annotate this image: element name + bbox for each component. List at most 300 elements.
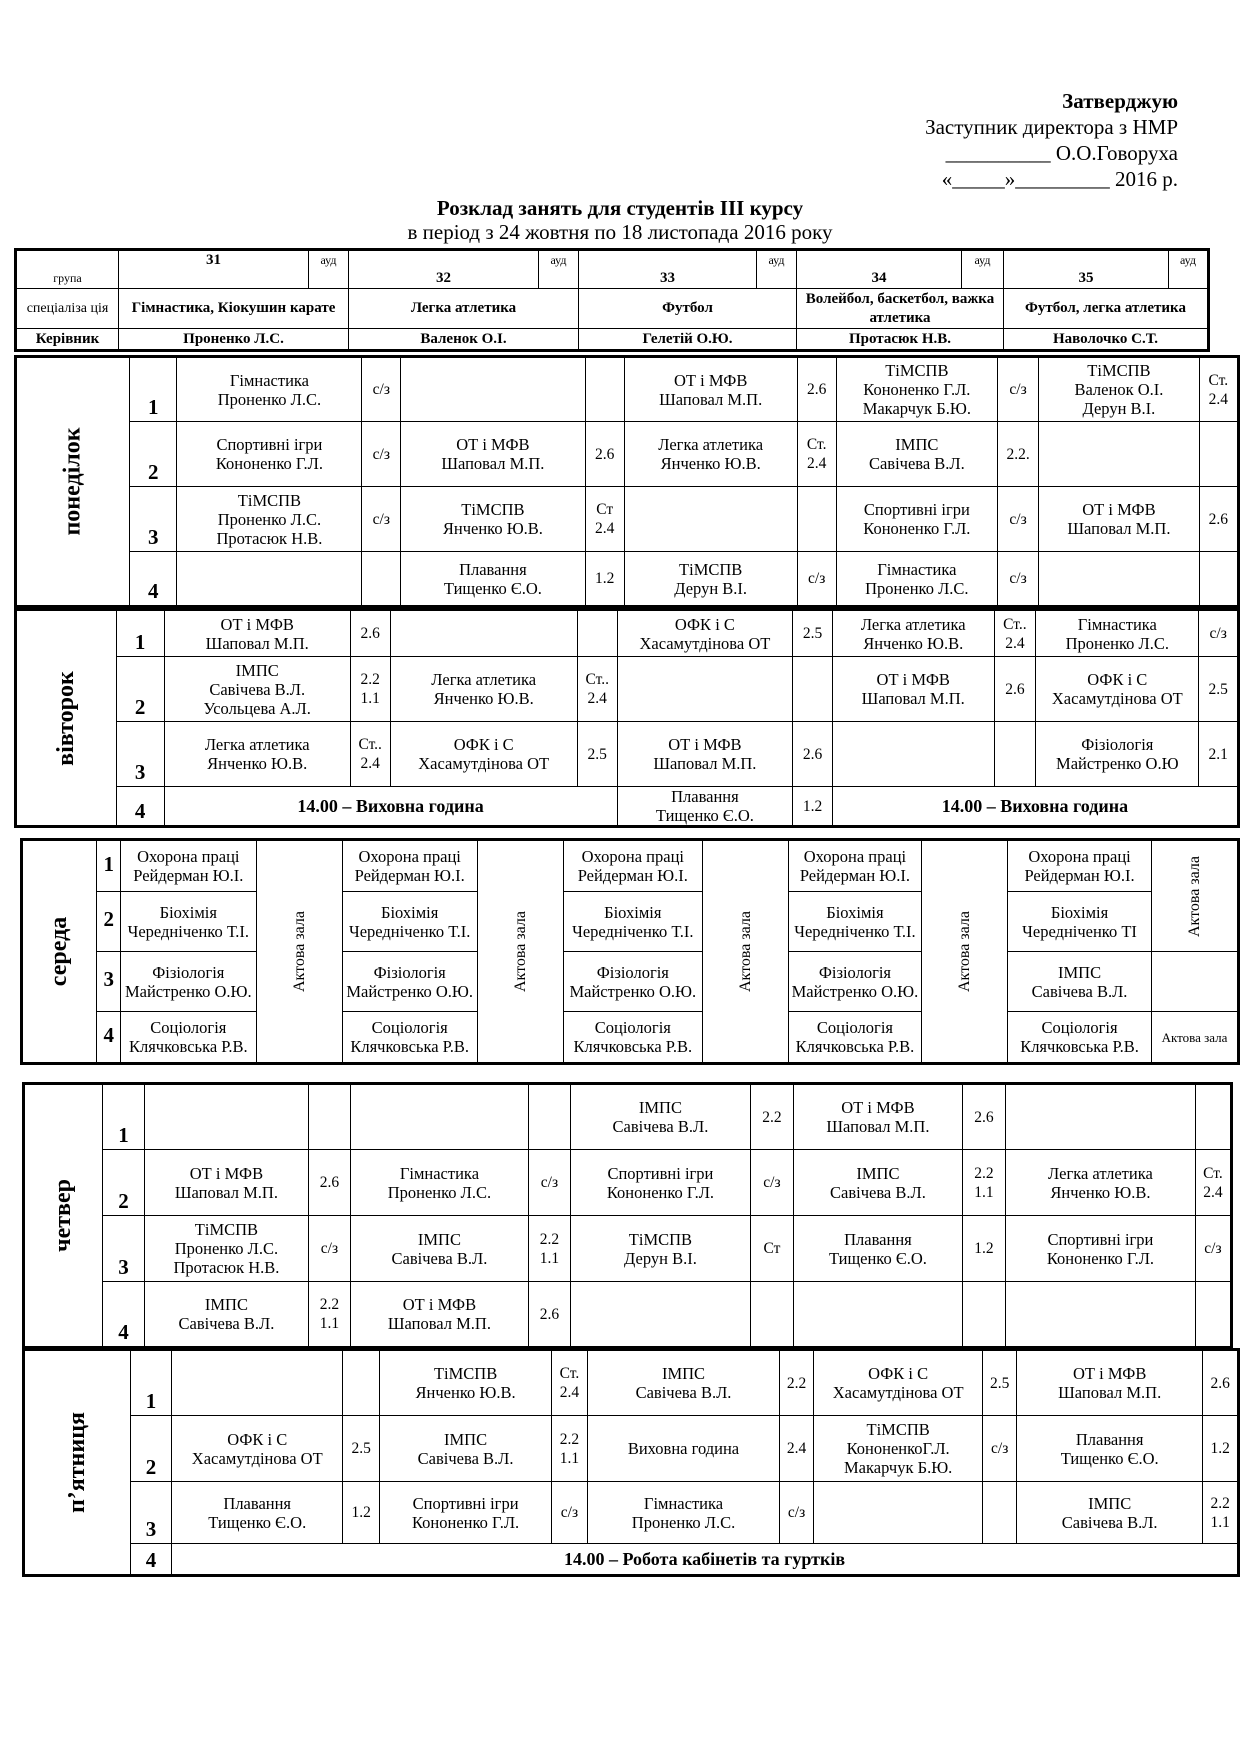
room-cell: 2.6 <box>528 1282 570 1348</box>
tuesday-block <box>14 608 1240 828</box>
lesson-cell <box>1005 1216 1195 1282</box>
lesson-line: Чередніченко Т.І. <box>127 921 249 941</box>
doc-title: Розклад занять для студентів ІІІ курсу <box>436 196 804 220</box>
lesson-line: Усольцева А.Л. <box>203 698 311 718</box>
lesson-row <box>22 1012 1239 1064</box>
day-name: п’ятниця <box>64 1411 91 1514</box>
lesson-cell <box>788 892 921 952</box>
lesson-cell <box>1036 722 1199 787</box>
lesson-cell <box>788 952 921 1012</box>
lesson-line: Гімнастика <box>643 1493 724 1513</box>
lesson-line: Фізіологія <box>596 962 669 982</box>
room-cell: 1.2 <box>962 1216 1005 1282</box>
lesson-line: Савічева В.Л. <box>830 1182 926 1202</box>
room-cell: 2.2 1.1 <box>528 1216 570 1282</box>
lesson-cell <box>1039 552 1199 607</box>
lesson-number: 1 <box>102 1084 144 1150</box>
room-label: ауд <box>309 250 349 289</box>
room-cell: 2.6 <box>1203 1350 1239 1416</box>
room-cell: 2.5 <box>343 1416 380 1482</box>
room-cell: 2.1 <box>1199 722 1239 787</box>
room-cell <box>528 1084 570 1150</box>
lesson-line: Шаповал М.П. <box>653 754 757 773</box>
lesson-number: 2 <box>102 1150 144 1216</box>
lesson-line: ІМПС <box>856 1163 900 1183</box>
lesson-line: ОТ і МФВ <box>220 614 294 634</box>
room-cell <box>983 1482 1017 1544</box>
leader-label: Керівник <box>16 329 119 351</box>
lesson-line: Соціологія <box>150 1018 227 1037</box>
room-cell <box>1195 1084 1231 1150</box>
lesson-row <box>24 1350 1239 1416</box>
lesson-row <box>24 1544 1239 1576</box>
room-cell: 2.5 <box>983 1350 1017 1416</box>
lesson-cell <box>836 357 997 422</box>
lesson-line: Чередніченко ТІ <box>1022 921 1137 941</box>
lesson-number: 1 <box>116 610 164 657</box>
lesson-cell <box>1036 657 1199 722</box>
lesson-row <box>22 892 1239 952</box>
lesson-line: Шаповал М.П. <box>174 1182 278 1202</box>
approval-signature: __________ О.О.Говоруха <box>945 141 1178 165</box>
lesson-cell <box>172 1416 343 1482</box>
lesson-cell <box>1017 1482 1203 1544</box>
day-label <box>16 357 130 607</box>
room-cell <box>750 1282 793 1348</box>
lesson-cell <box>813 1482 983 1544</box>
lesson-row <box>16 552 1239 607</box>
lesson-cell <box>570 1150 750 1216</box>
room-cell: Ст.. 2.4 <box>994 610 1036 657</box>
leader-32: Валенок О.І. <box>349 329 579 351</box>
lesson-cell <box>350 1216 528 1282</box>
lesson-row <box>16 487 1239 552</box>
lesson-cell <box>1008 952 1152 1012</box>
event-cell: 14.00 – Виховна година <box>832 787 1238 827</box>
lesson-number: 3 <box>130 487 177 552</box>
lesson-line: Майстренко О.Ю. <box>124 981 252 1001</box>
lesson-cell <box>1039 422 1199 487</box>
lesson-row <box>16 357 1239 422</box>
lesson-line: Рейдерман Ю.І. <box>799 866 910 885</box>
room-cell: 2.2 1.1 <box>962 1150 1005 1216</box>
lesson-cell <box>793 1150 962 1216</box>
lesson-line: Шаповал М.П. <box>441 454 545 473</box>
room-cell: Ст. 2.4 <box>1195 1150 1231 1216</box>
spec-31: Гімнастика, Кіокушин карате <box>119 289 349 329</box>
lesson-cell <box>832 610 994 657</box>
room-cell <box>797 487 836 552</box>
lesson-cell <box>624 357 797 422</box>
day-label <box>22 840 97 1064</box>
lesson-line: Фізіологія <box>152 962 225 982</box>
hall-cell <box>702 840 788 1064</box>
lesson-cell <box>177 357 362 422</box>
room-label: ауд <box>1169 250 1209 289</box>
lesson-number: 1 <box>97 840 121 892</box>
day-name: понеділок <box>59 427 86 536</box>
lesson-cell <box>379 1350 551 1416</box>
hall-cell <box>1151 840 1238 952</box>
lesson-number: 4 <box>131 1544 172 1576</box>
lesson-line: Шаповал М.П. <box>1058 1383 1162 1402</box>
room-cell: Ст. 2.4 <box>797 422 836 487</box>
room-cell: 1.2 <box>793 787 832 827</box>
lesson-line: ОФК і С <box>674 614 735 634</box>
room-cell <box>793 657 832 722</box>
lesson-line: Рейдерман Ю.І. <box>354 866 465 885</box>
room-label: ауд <box>539 250 579 289</box>
wednesday-block <box>20 838 1240 1065</box>
hall-cell <box>256 840 342 1064</box>
lesson-cell <box>177 552 362 607</box>
lesson-number: 4 <box>130 552 177 607</box>
room-cell: с/з <box>997 487 1038 552</box>
lesson-cell <box>1005 1084 1195 1150</box>
spec-32: Легка атлетика <box>349 289 579 329</box>
lesson-cell <box>587 1482 780 1544</box>
lesson-cell <box>350 1150 528 1216</box>
room-cell: 2.6 <box>797 357 836 422</box>
thursday-block <box>22 1082 1233 1349</box>
lesson-line: Дерун В.І. <box>1082 399 1156 418</box>
lesson-cell <box>1039 487 1199 552</box>
lesson-line: Плавання <box>844 1229 912 1249</box>
lesson-cell <box>836 422 997 487</box>
lesson-cell <box>617 722 793 787</box>
lesson-line: Шаповал М.П. <box>387 1314 491 1333</box>
lesson-line: ОТ і МФВ <box>841 1098 915 1117</box>
lesson-row <box>24 1084 1232 1150</box>
lesson-line: ІМПС <box>1088 1493 1132 1513</box>
lesson-line: Тищенко Є.О. <box>443 578 542 598</box>
lesson-line: ТіМСПВ <box>433 1364 498 1383</box>
group-label: група <box>16 250 119 289</box>
lesson-cell <box>164 657 350 722</box>
lesson-cell <box>1017 1350 1203 1416</box>
lesson-line: ІМПС <box>235 660 279 680</box>
hall-small: Актова зала <box>1151 1012 1238 1064</box>
lesson-line: Савічева В.Л. <box>417 1448 514 1468</box>
lesson-line: Охорона праці <box>137 847 240 866</box>
room-cell: Ст.. 2.4 <box>350 722 390 787</box>
lesson-line: Біохімія <box>1050 902 1109 922</box>
lesson-cell <box>177 422 362 487</box>
room-cell <box>1195 1282 1231 1348</box>
lesson-line: Проненко Л.С. <box>174 1239 279 1258</box>
hall-label: Актова зала <box>736 911 754 992</box>
room-cell: 1.2 <box>343 1482 380 1544</box>
lesson-line: Рейдерман Ю.І. <box>1024 866 1135 885</box>
lesson-line: Кононенко Г.Л. <box>863 519 971 538</box>
lesson-line: Гімнастика <box>229 370 310 390</box>
lesson-line: ІМПС <box>638 1098 682 1117</box>
room-cell: 2.4 <box>780 1416 814 1482</box>
lesson-cell <box>617 657 793 722</box>
lesson-line: Хасамутдінова ОТ <box>191 1448 323 1468</box>
lesson-line: Тищенко Є.О. <box>828 1248 927 1268</box>
lesson-cell <box>350 1282 528 1348</box>
room-label: ауд <box>962 250 1004 289</box>
lesson-cell <box>813 1416 983 1482</box>
lesson-line: Фізіологія <box>1081 735 1154 754</box>
lesson-line: Плавання <box>459 559 527 579</box>
lesson-line: ТіМСПВ <box>885 361 949 380</box>
lesson-cell <box>342 952 477 1012</box>
room-cell: 2.2 1.1 <box>350 657 390 722</box>
lesson-cell <box>1005 1150 1195 1216</box>
lesson-cell <box>144 1084 308 1150</box>
room-cell: с/з <box>362 422 401 487</box>
lesson-number: 3 <box>97 952 121 1012</box>
lesson-line: ІМПС <box>1057 962 1102 982</box>
room-cell: с/з <box>1195 1216 1231 1282</box>
lesson-line: Проненко Л.С. <box>217 389 322 409</box>
lesson-number: 2 <box>130 422 177 487</box>
schedule-header <box>14 248 1210 352</box>
lesson-cell <box>563 892 702 952</box>
lesson-cell <box>624 422 797 487</box>
lesson-line: Савічева В.Л. <box>868 454 965 473</box>
leader-34: Протасюк Н.В. <box>797 329 1004 351</box>
room-cell: с/з <box>983 1416 1017 1482</box>
room-cell: с/з <box>1199 610 1239 657</box>
lesson-line: Шаповал М.П. <box>826 1117 930 1136</box>
lesson-number: 2 <box>131 1416 172 1482</box>
group-34: 34 <box>797 250 962 289</box>
lesson-line: Тищенко Є.О. <box>655 806 754 825</box>
lesson-line: ІМПС <box>895 435 939 454</box>
lesson-line: Біохімія <box>159 902 217 922</box>
lesson-cell <box>144 1282 308 1348</box>
lesson-line: Хасамутдінова ОТ <box>418 754 550 773</box>
lesson-number: 2 <box>97 892 121 952</box>
lesson-line: Соціологія <box>816 1018 893 1037</box>
lesson-line: Рейдерман Ю.І. <box>577 866 688 885</box>
lesson-cell <box>401 487 585 552</box>
lesson-line: Хасамутдінова ОТ <box>639 633 771 653</box>
lesson-cell <box>164 610 350 657</box>
lesson-line: Проненко Л.С. <box>865 578 969 598</box>
doc-subtitle: в період з 24 жовтня по 18 листопада 2016 року <box>407 220 833 244</box>
group-35: 35 <box>1004 250 1169 289</box>
lesson-cell <box>379 1482 551 1544</box>
lesson-row <box>24 1282 1232 1348</box>
lesson-cell <box>390 610 577 657</box>
room-cell: 2.6 <box>962 1084 1005 1150</box>
day-label <box>24 1350 131 1576</box>
room-cell: 2.5 <box>1199 657 1239 722</box>
room-cell: с/з <box>552 1482 588 1544</box>
lesson-line: ІМПС <box>417 1229 461 1249</box>
lesson-number: 3 <box>116 722 164 787</box>
lesson-cell <box>121 840 256 892</box>
lesson-line: ОТ і МФВ <box>668 735 742 754</box>
lesson-line: Клячковська Р.В. <box>573 1037 693 1056</box>
lesson-line: ІМПС <box>444 1429 488 1449</box>
lesson-line: Янченко Ю.В. <box>863 633 964 653</box>
room-cell: 2.5 <box>577 722 617 787</box>
lesson-cell <box>1008 1012 1152 1064</box>
lesson-line: Дерун В.І. <box>624 1248 697 1268</box>
leader-35: Наволочко С.Т. <box>1004 329 1209 351</box>
room-cell: 2.6 <box>1199 487 1238 552</box>
lesson-line: ТіМСПВ <box>679 559 743 579</box>
lesson-line: Кононенко Г.Л. <box>863 380 971 399</box>
lesson-line: Біохімія <box>604 902 662 922</box>
lesson-cell <box>342 892 477 952</box>
lesson-number: 2 <box>116 657 164 722</box>
lesson-line: Шаповал М.П. <box>1067 519 1171 538</box>
lesson-line: Плавання <box>223 1493 292 1513</box>
lesson-line: Хасамутдінова ОТ <box>1051 689 1183 708</box>
lesson-line: Шаповал М.П. <box>861 689 965 708</box>
lesson-line: Спортивні ігри <box>1047 1229 1154 1249</box>
room-cell <box>308 1084 350 1150</box>
lesson-cell <box>836 552 997 607</box>
lesson-cell <box>587 1350 780 1416</box>
lesson-line: ОТ і МФВ <box>189 1163 264 1183</box>
lesson-line: Легка атлетика <box>431 670 537 689</box>
lesson-cell <box>172 1350 343 1416</box>
lesson-line: Макарчук Б.Ю. <box>862 399 971 418</box>
event-cell: 14.00 – Виховна година <box>164 787 617 827</box>
lesson-row <box>24 1150 1232 1216</box>
lesson-line: Легка атлетика <box>658 435 764 454</box>
lesson-line: Чередніченко Т.І. <box>794 921 916 941</box>
lesson-line: Савічева В.Л. <box>1061 1512 1158 1532</box>
lesson-cell <box>624 552 797 607</box>
lesson-cell <box>390 657 577 722</box>
lesson-number: 1 <box>131 1350 172 1416</box>
lesson-cell <box>144 1216 308 1282</box>
lesson-cell <box>350 1084 528 1150</box>
event-cell: 14.00 – Робота кабінетів та гуртків <box>172 1544 1239 1576</box>
lesson-row <box>16 787 1239 827</box>
lesson-line: Янченко Ю.В. <box>207 754 308 773</box>
lesson-cell <box>342 840 477 892</box>
lesson-cell <box>624 487 797 552</box>
lesson-line: Савічева В.Л. <box>391 1248 488 1268</box>
lesson-row <box>24 1416 1239 1482</box>
lesson-line: Кононенко Г.Л. <box>1046 1248 1155 1268</box>
lesson-number: 3 <box>131 1482 172 1544</box>
lesson-line: Гімнастика <box>1077 614 1157 634</box>
room-cell: 1.2 <box>1203 1416 1239 1482</box>
lesson-line: Проненко Л.С. <box>387 1182 492 1202</box>
lesson-line: ОТ і МФВ <box>1082 500 1156 519</box>
lesson-line: Майстренко О.Ю. <box>346 981 474 1001</box>
lesson-line: Тищенко Є.О. <box>1060 1448 1159 1468</box>
group-31: 31 <box>119 250 309 289</box>
lesson-line: ОТ і МФВ <box>456 435 530 454</box>
lesson-line: Янченко Ю.В. <box>433 689 534 708</box>
lesson-line: Дерун В.І. <box>674 578 748 598</box>
lesson-cell <box>793 1282 962 1348</box>
room-cell: с/з <box>997 357 1038 422</box>
friday-block <box>22 1348 1240 1577</box>
room-cell: с/з <box>362 487 401 552</box>
lesson-cell <box>617 610 793 657</box>
lesson-line: ТіМСПВ <box>628 1229 693 1249</box>
lesson-line: ТіМСПВ <box>194 1220 259 1239</box>
lesson-cell <box>401 552 585 607</box>
hall-label: Актова зала <box>1185 855 1203 937</box>
lesson-line: Кононенко Г.Л. <box>411 1512 520 1532</box>
hall-label: Актова зала <box>956 911 974 992</box>
lesson-line: Спортивні ігри <box>216 435 323 454</box>
room-cell: 2.2 <box>750 1084 793 1150</box>
hall-label: Актова зала <box>290 911 308 992</box>
room-cell: 2.2. <box>997 422 1038 487</box>
room-cell: с/з <box>997 552 1038 607</box>
day-label <box>24 1084 103 1348</box>
lesson-line: Проненко Л.С. <box>1065 633 1169 653</box>
lesson-line: Спортивні ігри <box>412 1493 519 1513</box>
lesson-line: Майстренко О.Ю. <box>569 981 697 1001</box>
lesson-cell <box>390 722 577 787</box>
room-cell: Ст <box>750 1216 793 1282</box>
lesson-line: Чередніченко Т.І. <box>572 921 694 941</box>
lesson-line: Макарчук Б.Ю. <box>843 1458 953 1477</box>
lesson-cell <box>1039 357 1199 422</box>
lesson-line: Плавання <box>671 787 739 806</box>
room-cell: Ст. 2.4 <box>552 1350 588 1416</box>
lesson-line: ОТ і МФВ <box>674 370 748 390</box>
lesson-line: Охорона праці <box>358 847 461 866</box>
lesson-line: Плавання <box>1075 1429 1144 1449</box>
lesson-line: Охорона праці <box>803 847 907 866</box>
lesson-cell <box>121 1012 256 1064</box>
lesson-line: Савічева В.Л. <box>612 1117 709 1136</box>
lesson-line: Соціологія <box>371 1018 448 1037</box>
lesson-line: Савічева В.Л. <box>209 679 306 699</box>
lesson-cell <box>401 422 585 487</box>
lesson-line: ОФК і С <box>1087 670 1148 689</box>
lesson-row <box>16 422 1239 487</box>
lesson-row <box>24 1216 1232 1282</box>
day-name: четвер <box>49 1179 76 1252</box>
lesson-cell <box>121 952 256 1012</box>
room-cell <box>1199 552 1238 607</box>
lesson-line: Рейдерман Ю.І. <box>133 866 244 885</box>
lesson-cell <box>563 952 702 1012</box>
room-cell: 2.2 1.1 <box>308 1282 350 1348</box>
lesson-line: Спортивні ігри <box>863 500 970 519</box>
lesson-line: Соціологія <box>594 1018 671 1037</box>
lesson-line: ОТ і МФВ <box>876 670 950 689</box>
lesson-cell <box>563 840 702 892</box>
room-cell: 2.2 <box>780 1350 814 1416</box>
lesson-cell <box>832 722 994 787</box>
hall-cell <box>477 840 563 1064</box>
lesson-number: 4 <box>102 1282 144 1348</box>
spec-33: Футбол <box>579 289 797 329</box>
spec-label: спеціаліза ція <box>16 289 119 329</box>
lesson-cell <box>164 722 350 787</box>
spec-35: Футбол, легка атлетика <box>1004 289 1209 329</box>
lesson-cell <box>587 1416 780 1482</box>
lesson-cell <box>379 1416 551 1482</box>
lesson-number: 1 <box>130 357 177 422</box>
lesson-line: ТіМСПВ <box>1087 361 1151 380</box>
room-cell: с/з <box>797 552 836 607</box>
lesson-line: Клячковська Р.В. <box>128 1037 248 1056</box>
lesson-cell <box>570 1282 750 1348</box>
room-cell: 2.2 1.1 <box>1203 1482 1239 1544</box>
lesson-line: Проненко Л.С. <box>631 1512 736 1532</box>
lesson-cell <box>1008 892 1152 952</box>
